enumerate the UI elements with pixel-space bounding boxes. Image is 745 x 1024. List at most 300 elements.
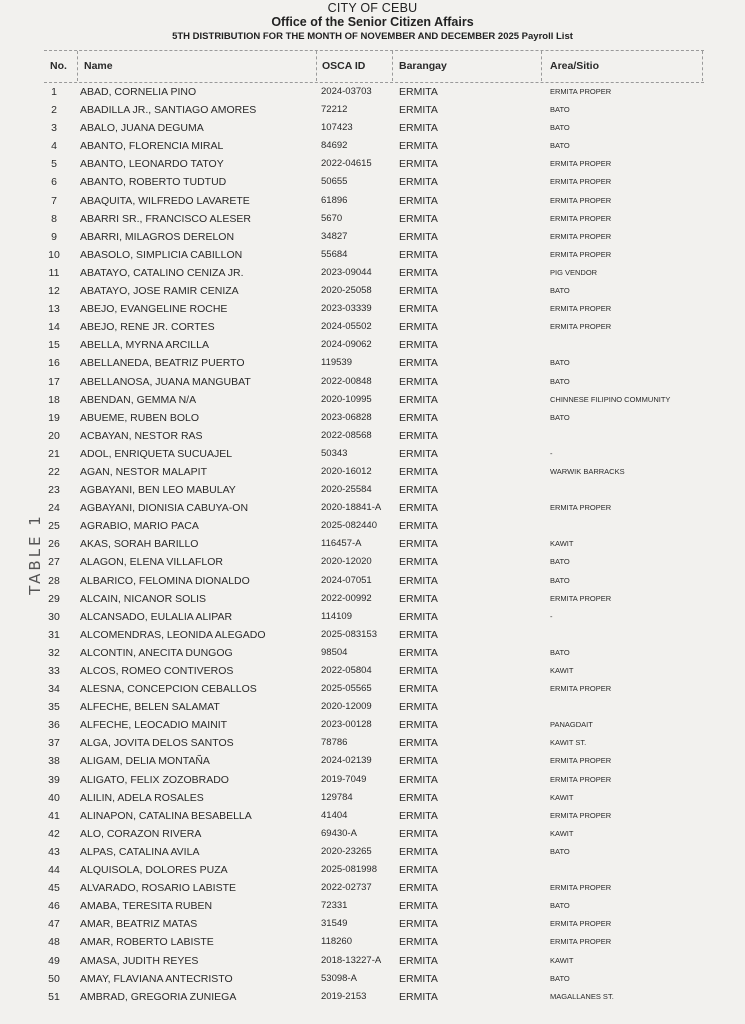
row-number: 12 [48, 285, 60, 298]
osca-id-cell: 2022-04615 [321, 158, 372, 170]
area-cell: ERMITA PROPER [550, 304, 612, 314]
name-cell: ABADILLA JR., SANTIAGO AMORES [80, 104, 257, 117]
osca-id-cell: 31549 [321, 918, 348, 930]
table-row [44, 590, 704, 608]
osca-id-cell: 2023-09044 [321, 266, 372, 278]
row-number: 40 [48, 791, 60, 804]
row-number: 7 [51, 194, 57, 207]
row-number: 22 [48, 465, 60, 478]
barangay-cell: ERMITA [399, 86, 438, 98]
payroll-subtitle: 5TH DISTRIBUTION FOR THE MONTH OF NOVEMBER AND DECEMBER 2025 Payroll List [172, 31, 573, 42]
name-cell: ALILIN, ADELA ROSALES [80, 791, 204, 804]
table-row [44, 137, 704, 155]
osca-id-cell: 72331 [321, 900, 348, 912]
table-row [44, 119, 704, 137]
area-cell: PIG VENDOR [550, 267, 598, 277]
osca-id-cell: 5670 [321, 212, 343, 224]
area-cell: BATO [550, 286, 570, 296]
barangay-cell: ERMITA [399, 230, 438, 243]
area-cell: KAWIT [550, 539, 574, 549]
barangay-cell: ERMITA [399, 285, 438, 298]
osca-id-cell: 116457-A [321, 538, 362, 550]
area-cell: BATO [550, 123, 570, 133]
table-row [44, 698, 704, 716]
area-cell: BATO [550, 376, 570, 386]
name-cell: ABELLANEDA, BEATRIZ PUERTO [80, 357, 245, 370]
row-number: 29 [48, 592, 60, 605]
row-number: 17 [48, 375, 60, 388]
osca-id-cell: 2022-02737 [321, 882, 372, 894]
area-cell: BATO [550, 412, 570, 422]
table-row [44, 517, 704, 535]
name-cell: ABENDAN, GEMMA N/A [80, 393, 197, 406]
table-row [44, 210, 704, 228]
name-cell: ABELLANOSA, JUANA MANGUBAT [80, 375, 251, 388]
row-number: 11 [48, 266, 60, 279]
row-number: 4 [51, 140, 57, 153]
osca-id-cell: 2020-25584 [321, 484, 372, 496]
row-number: 16 [48, 357, 60, 370]
row-number: 23 [48, 484, 60, 497]
barangay-cell: ERMITA [399, 918, 438, 931]
osca-id-cell: 2023-06828 [321, 411, 372, 423]
row-number: 8 [51, 212, 57, 225]
name-cell: ABEJO, EVANGELINE ROCHE [80, 303, 228, 316]
area-cell: ERMITA PROPER [550, 213, 612, 223]
area-cell: CHINNESE FILIPINO COMMUNITY [550, 394, 671, 404]
table-row [44, 933, 704, 951]
column-header-name: Name [84, 60, 113, 72]
name-cell: AMAR, BEATRIZ MATAS [80, 918, 198, 931]
row-number: 32 [48, 646, 60, 659]
barangay-cell: ERMITA [399, 339, 438, 352]
barangay-cell: ERMITA [399, 520, 438, 533]
name-cell: AMASA, JUDITH REYES [80, 954, 199, 967]
table-row [44, 463, 704, 481]
area-cell: BATO [550, 647, 570, 657]
osca-id-cell: 2024-09062 [321, 339, 372, 351]
name-cell: ABEJO, RENE JR. CORTES [80, 321, 215, 334]
table-row [44, 192, 704, 210]
table-row [44, 373, 704, 391]
barangay-cell: ERMITA [399, 701, 438, 714]
name-cell: ALPAS, CATALINA AVILA [80, 845, 200, 858]
osca-id-cell: 2022-08568 [321, 429, 372, 441]
table-row [44, 282, 704, 300]
area-cell: KAWIT [550, 828, 574, 838]
row-number: 45 [48, 882, 60, 895]
barangay-cell: ERMITA [399, 791, 438, 804]
table-row [44, 409, 704, 427]
area-cell: - [550, 611, 553, 621]
table-row [44, 354, 704, 372]
table-row [44, 970, 704, 988]
osca-id-cell: 34827 [321, 230, 348, 242]
name-cell: ALFECHE, BELEN SALAMAT [80, 701, 220, 714]
table-row [44, 336, 704, 354]
barangay-cell: ERMITA [399, 556, 438, 569]
name-cell: ABAQUITA, WILFREDO LAVARETE [80, 194, 250, 207]
column-header-osca-id: OSCA ID [322, 60, 366, 72]
area-cell: KAWIT ST. [550, 738, 587, 748]
column-divider [702, 51, 703, 81]
table-row [44, 825, 704, 843]
row-number: 21 [48, 447, 60, 460]
barangay-cell: ERMITA [399, 140, 438, 153]
table-row [44, 553, 704, 571]
name-cell: ALBARICO, FELOMINA DIONALDO [80, 574, 250, 587]
table-row [44, 988, 704, 1006]
name-cell: AGRABIO, MARIO PACA [80, 520, 199, 533]
row-number: 20 [48, 429, 60, 442]
table-row [44, 499, 704, 517]
area-cell: BATO [550, 105, 570, 115]
table-row [44, 228, 704, 246]
osca-id-cell: 2022-00848 [321, 375, 372, 387]
barangay-cell: ERMITA [399, 646, 438, 659]
row-number: 13 [48, 303, 60, 316]
area-cell: ERMITA PROPER [550, 231, 612, 241]
barangay-cell: ERMITA [399, 158, 438, 171]
name-cell: AGBAYANI, DIONISIA CABUYA-ON [80, 502, 249, 515]
name-cell: ALIGATO, FELIX ZOZOBRADO [80, 773, 229, 786]
barangay-cell: ERMITA [399, 683, 438, 696]
row-number: 18 [48, 393, 60, 406]
barangay-cell: ERMITA [399, 484, 438, 497]
area-cell: BATO [550, 973, 570, 983]
area-cell: ERMITA PROPER [550, 249, 612, 259]
name-cell: ALQUISOLA, DOLORES PUZA [80, 864, 228, 877]
row-number: 10 [48, 248, 60, 261]
osca-id-cell: 2018-13227-A [321, 954, 382, 966]
name-cell: AMABA, TERESITA RUBEN [80, 900, 213, 913]
area-cell: PANAGDAIT [550, 720, 593, 730]
osca-id-cell: 78786 [321, 737, 348, 749]
row-number: 2 [51, 104, 57, 117]
name-cell: AMAY, FLAVIANA ANTECRISTO [80, 972, 233, 985]
barangay-cell: ERMITA [399, 610, 438, 623]
table-row [44, 734, 704, 752]
table-row [44, 391, 704, 409]
barangay-cell: ERMITA [399, 393, 438, 406]
name-cell: AMAR, ROBERTO LABISTE [80, 936, 214, 949]
table-row [44, 952, 704, 970]
barangay-cell: ERMITA [399, 972, 438, 985]
osca-id-cell: 2024-03703 [321, 86, 372, 97]
name-cell: ALCONTIN, ANECITA DUNGOG [80, 646, 233, 659]
barangay-cell: ERMITA [399, 538, 438, 551]
name-cell: AMBRAD, GREGORIA ZUNIEGA [80, 990, 237, 1003]
osca-id-cell: 2025-05565 [321, 683, 372, 695]
name-cell: ABANTO, ROBERTO TUDTUD [80, 176, 227, 189]
row-number: 33 [48, 665, 60, 677]
row-number: 6 [51, 176, 57, 189]
name-cell: AGBAYANI, BEN LEO MABULAY [80, 484, 236, 497]
osca-id-cell: 2020-10995 [321, 393, 372, 405]
area-cell: ERMITA PROPER [550, 503, 612, 513]
row-number: 35 [48, 701, 60, 714]
osca-id-cell: 2024-07051 [321, 574, 372, 586]
barangay-cell: ERMITA [399, 122, 438, 135]
osca-id-cell: 84692 [321, 140, 348, 152]
row-number: 50 [48, 972, 60, 985]
osca-id-cell: 2019-7049 [321, 773, 367, 785]
area-cell: - [550, 448, 553, 458]
table-row [44, 644, 704, 662]
barangay-cell: ERMITA [399, 809, 438, 822]
table-row [44, 427, 704, 445]
barangay-cell: ERMITA [399, 104, 438, 117]
barangay-cell: ERMITA [399, 248, 438, 261]
handwritten-annotation: TABLE 1 [25, 513, 44, 595]
barangay-cell: ERMITA [399, 176, 438, 189]
osca-id-cell: 129784 [321, 791, 353, 803]
table-row [44, 752, 704, 770]
name-cell: ALIGAM, DELIA MONTAÑA [80, 755, 210, 768]
name-cell: ADOL, ENRIQUETA SUCUAJEL [80, 447, 233, 460]
barangay-cell: ERMITA [399, 429, 438, 442]
area-cell: KAWIT [550, 666, 574, 675]
row-number: 42 [48, 827, 60, 840]
column-divider [392, 51, 393, 81]
name-cell: ABARRI, MILAGROS DERELON [80, 230, 235, 243]
area-cell: ERMITA PROPER [550, 684, 612, 694]
area-cell: ERMITA PROPER [550, 177, 612, 187]
row-number: 47 [48, 918, 60, 931]
name-cell: ALAGON, ELENA VILLAFLOR [80, 556, 223, 569]
area-cell: ERMITA PROPER [550, 774, 612, 784]
area-cell: ERMITA PROPER [550, 756, 612, 766]
area-cell: ERMITA PROPER [550, 322, 612, 332]
name-cell: AGAN, NESTOR MALAPIT [80, 465, 207, 478]
column-divider [77, 51, 78, 81]
row-number: 51 [48, 990, 60, 1003]
row-number: 26 [48, 538, 60, 551]
area-cell: ERMITA PROPER [550, 593, 612, 603]
row-number: 27 [48, 556, 60, 569]
name-cell: ALFECHE, LEOCADIO MAINIT [80, 719, 228, 732]
osca-id-cell: 2023-03339 [321, 303, 372, 315]
area-cell: ERMITA PROPER [550, 883, 612, 893]
barangay-cell: ERMITA [399, 357, 438, 370]
row-number: 43 [48, 845, 60, 858]
barangay-cell: ERMITA [399, 737, 438, 750]
osca-id-cell: 50655 [321, 176, 348, 188]
barangay-cell: ERMITA [399, 882, 438, 895]
row-number: 3 [51, 122, 57, 135]
table-row [44, 445, 704, 463]
row-number: 48 [48, 936, 60, 949]
osca-id-cell: 2020-18841-A [321, 502, 382, 514]
table-row [44, 535, 704, 553]
row-number: 25 [48, 520, 60, 533]
barangay-cell: ERMITA [399, 628, 438, 641]
barangay-cell: ERMITA [399, 375, 438, 388]
table-row [44, 481, 704, 499]
osca-id-cell: 118260 [321, 936, 352, 948]
name-cell: AKAS, SORAH BARILLO [80, 538, 199, 551]
column-header-area: Area/Sitio [550, 60, 600, 72]
barangay-cell: ERMITA [399, 845, 438, 858]
osca-id-cell: 41404 [321, 809, 348, 821]
osca-id-cell: 2025-082440 [321, 520, 377, 532]
osca-id-cell: 2022-00992 [321, 592, 372, 604]
row-number: 37 [48, 737, 60, 750]
table-row [44, 879, 704, 897]
osca-id-cell: 2024-02139 [321, 755, 372, 767]
name-cell: ABANTO, FLORENCIA MIRAL [80, 140, 224, 153]
area-cell: ERMITA PROPER [550, 159, 612, 169]
area-cell: KAWIT [550, 792, 574, 802]
barangay-cell: ERMITA [399, 212, 438, 225]
osca-id-cell: 2025-083153 [321, 628, 377, 640]
column-header-no: No. [50, 60, 67, 72]
barangay-cell: ERMITA [399, 827, 438, 840]
name-cell: ALCANSADO, EULALIA ALIPAR [80, 610, 233, 623]
osca-id-cell: 50343 [321, 447, 348, 459]
name-cell: ABARRI SR., FRANCISCO ALESER [80, 212, 251, 225]
area-cell: KAWIT [550, 955, 574, 965]
row-number: 5 [51, 158, 57, 171]
name-cell: ALO, CORAZON RIVERA [80, 827, 202, 840]
barangay-cell: ERMITA [399, 592, 438, 605]
row-number: 46 [48, 900, 60, 913]
table-row [44, 807, 704, 825]
table-row [44, 897, 704, 915]
row-number: 30 [48, 610, 60, 623]
barangay-cell: ERMITA [399, 194, 438, 207]
osca-id-cell: 119539 [321, 357, 352, 369]
area-cell: MAGALLANES ST. [550, 991, 614, 1001]
area-cell: BATO [550, 141, 570, 151]
name-cell: ACBAYAN, NESTOR RAS [80, 429, 203, 442]
osca-id-cell: 2022-05804 [321, 665, 372, 676]
table-row [44, 572, 704, 590]
barangay-cell: ERMITA [399, 321, 438, 334]
city-title: CITY OF CEBU [327, 1, 418, 15]
barangay-cell: ERMITA [399, 719, 438, 732]
osca-id-cell: 2020-12020 [321, 556, 372, 568]
table-row [44, 83, 704, 101]
osca-id-cell: 2025-081998 [321, 864, 377, 876]
area-cell: BATO [550, 557, 570, 567]
table-row [44, 318, 704, 336]
row-number: 36 [48, 719, 60, 732]
osca-id-cell: 2020-23265 [321, 845, 372, 857]
barangay-cell: ERMITA [399, 665, 438, 677]
barangay-cell: ERMITA [399, 465, 438, 478]
osca-id-cell: 72212 [321, 104, 348, 116]
area-cell: ERMITA PROPER [550, 937, 612, 947]
name-cell: ABATAYO, CATALINO CENIZA JR. [80, 266, 244, 279]
row-number: 24 [48, 502, 60, 515]
osca-id-cell: 2020-12009 [321, 701, 372, 713]
barangay-cell: ERMITA [399, 411, 438, 424]
name-cell: ALVARADO, ROSARIO LABISTE [80, 882, 236, 895]
name-cell: ABUEME, RUBEN BOLO [80, 411, 200, 424]
osca-id-cell: 61896 [321, 194, 348, 206]
name-cell: ALESNA, CONCEPCION CEBALLOS [80, 683, 257, 696]
table-row [44, 716, 704, 734]
osca-id-cell: 107423 [321, 122, 353, 134]
table-row [44, 626, 704, 644]
area-cell: BATO [550, 846, 570, 856]
barangay-cell: ERMITA [399, 574, 438, 587]
office-title: Office of the Senior Citizen Affairs [271, 15, 474, 29]
table-row [44, 608, 704, 626]
barangay-cell: ERMITA [399, 755, 438, 768]
row-number: 39 [48, 773, 60, 786]
table-row [44, 915, 704, 933]
table-row [44, 861, 704, 879]
table-row [44, 300, 704, 318]
barangay-cell: ERMITA [399, 864, 438, 877]
name-cell: ALGA, JOVITA DELOS SANTOS [80, 737, 234, 750]
area-cell: BATO [550, 901, 570, 911]
table-row [44, 843, 704, 861]
name-cell: ALCOS, ROMEO CONTIVEROS [80, 665, 234, 677]
column-divider [541, 51, 542, 81]
name-cell: ALCOMENDRAS, LEONIDA ALEGADO [80, 628, 266, 641]
table-row [44, 680, 704, 698]
osca-id-cell: 2020-16012 [321, 465, 372, 477]
osca-id-cell: 98504 [321, 646, 348, 658]
osca-id-cell: 55684 [321, 248, 348, 260]
area-cell: ERMITA PROPER [550, 810, 612, 820]
column-header-barangay: Barangay [399, 60, 447, 72]
row-number: 9 [51, 230, 57, 243]
name-cell: ALCAIN, NICANOR SOLIS [80, 592, 207, 605]
row-number: 31 [48, 628, 60, 641]
osca-id-cell: 53098-A [321, 972, 357, 984]
table-row [44, 101, 704, 119]
row-number: 19 [48, 411, 60, 424]
table-body [44, 83, 704, 1006]
area-cell: ERMITA PROPER [550, 195, 612, 205]
barangay-cell: ERMITA [399, 447, 438, 460]
column-divider [316, 51, 317, 81]
barangay-cell: ERMITA [399, 900, 438, 913]
barangay-cell: ERMITA [399, 936, 438, 949]
barangay-cell: ERMITA [399, 990, 438, 1003]
barangay-cell: ERMITA [399, 303, 438, 316]
row-number: 28 [48, 574, 60, 587]
osca-id-cell: 114109 [321, 610, 352, 622]
area-cell: ERMITA PROPER [550, 87, 612, 96]
name-cell: ABATAYO, JOSE RAMIR CENIZA [80, 285, 239, 298]
area-cell: BATO [550, 358, 570, 368]
barangay-cell: ERMITA [399, 773, 438, 786]
table-row [44, 662, 704, 680]
table-row [44, 173, 704, 191]
barangay-cell: ERMITA [399, 502, 438, 515]
row-number: 1 [51, 86, 57, 98]
table-row [44, 789, 704, 807]
row-number: 14 [48, 321, 60, 334]
osca-id-cell: 2019-2153 [321, 990, 367, 1002]
row-number: 44 [48, 864, 60, 877]
row-number: 38 [48, 755, 60, 768]
payroll-table [44, 50, 704, 1006]
area-cell: WARWIK BARRACKS [550, 466, 625, 476]
osca-id-cell: 69430-A [321, 827, 357, 839]
area-cell: ERMITA PROPER [550, 919, 612, 929]
osca-id-cell: 2024-05502 [321, 321, 372, 333]
row-number: 49 [48, 954, 60, 967]
area-cell: BATO [550, 575, 570, 585]
osca-id-cell: 2020-25058 [321, 285, 372, 297]
name-cell: ALINAPON, CATALINA BESABELLA [80, 809, 252, 822]
